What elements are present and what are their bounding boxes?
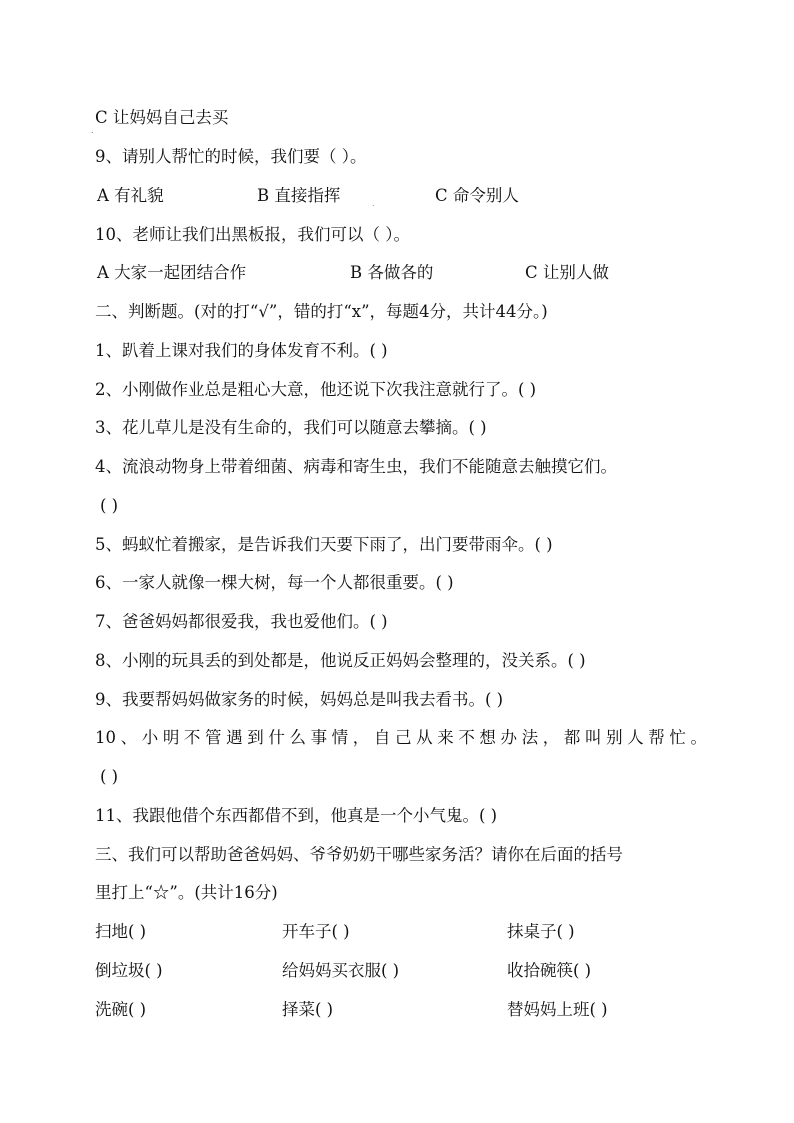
q10-option-b: B 各做各的 [350, 263, 434, 282]
tf-item-10: 10、小明不管遇到什么事情，自己从来不想办法，都叫别人帮忙。 [95, 728, 707, 747]
q9-option-c: C 命令别人 [435, 186, 519, 205]
q10-option-a: A 大家一起团结合作 [97, 263, 247, 282]
section3-title-line2: 里打上“☆”。(共计16分) [95, 883, 278, 902]
tf-item-1: 1、趴着上课对我们的身体发育不利。( ) [95, 341, 388, 360]
chore-pick-vegetables: 择菜( ) [282, 1000, 334, 1019]
tf-item-7: 7、爸爸妈妈都很爱我，我也爱他们。( ) [95, 612, 388, 631]
q9-option-b: B 直接指挥 [257, 186, 341, 205]
chore-wipe-table: 抹桌子( ) [507, 922, 575, 941]
tf-item-11: 11、我跟他借个东西都借不到，他真是一个小气鬼。( ) [95, 806, 498, 825]
section3-title-line1: 三、我们可以帮助爸爸妈妈、爷爷奶奶干哪些家务活？请你在后面的括号 [95, 845, 623, 864]
chore-wash-dishes: 洗碗( ) [95, 1000, 147, 1019]
chore-sweep-floor: 扫地( ) [95, 922, 147, 941]
q8-option-c: C 让妈妈自己去买 [95, 108, 229, 127]
tf-item-9: 9、我要帮妈妈做家务的时候，妈妈总是叫我去看书。( ) [95, 690, 504, 709]
tf-item-6: 6、一家人就像一棵大树，每一个人都很重要。( ) [95, 573, 454, 592]
chore-go-to-work: 替妈妈上班( ) [507, 1000, 608, 1019]
section2-title: 二、判断题。(对的打“√”，错的打“x”，每题4分，共计44分。) [95, 302, 548, 321]
chore-drive-car: 开车子( ) [282, 922, 350, 941]
tf-item-10-bracket: ( ) [100, 767, 119, 786]
tf-item-5: 5、蚂蚁忙着搬家，是告诉我们天要下雨了，出门要带雨伞。( ) [95, 535, 553, 554]
chore-clear-dishes: 收拾碗筷( ) [507, 961, 592, 980]
tf-item-4: 4、流浪动物身上带着细菌、病毒和寄生虫，我们不能随意去触摸它们。 [95, 457, 617, 476]
chore-take-out-trash: 倒垃圾( ) [95, 961, 163, 980]
tf-item-4-bracket: ( ) [100, 496, 119, 515]
q10-option-c: C 让别人做 [525, 263, 609, 282]
stray-mark-2: . [372, 199, 375, 208]
tf-item-8: 8、小刚的玩具丢的到处都是，他说反正妈妈会整理的，没关系。( ) [95, 651, 586, 670]
q10-question: 10、老师让我们出黑板报，我们可以（ ）。 [95, 225, 410, 244]
stray-mark: . [91, 126, 94, 135]
tf-item-2: 2、小刚做作业总是粗心大意，他还说下次我注意就行了。( ) [95, 380, 537, 399]
chore-buy-clothes: 给妈妈买衣服( ) [282, 961, 400, 980]
q9-question: 9、请别人帮忙的时候，我们要（ ）。 [95, 147, 367, 166]
tf-item-3: 3、花儿草儿是没有生命的，我们可以随意去攀摘。( ) [95, 418, 487, 437]
q9-option-a: A 有礼貌 [97, 186, 164, 205]
